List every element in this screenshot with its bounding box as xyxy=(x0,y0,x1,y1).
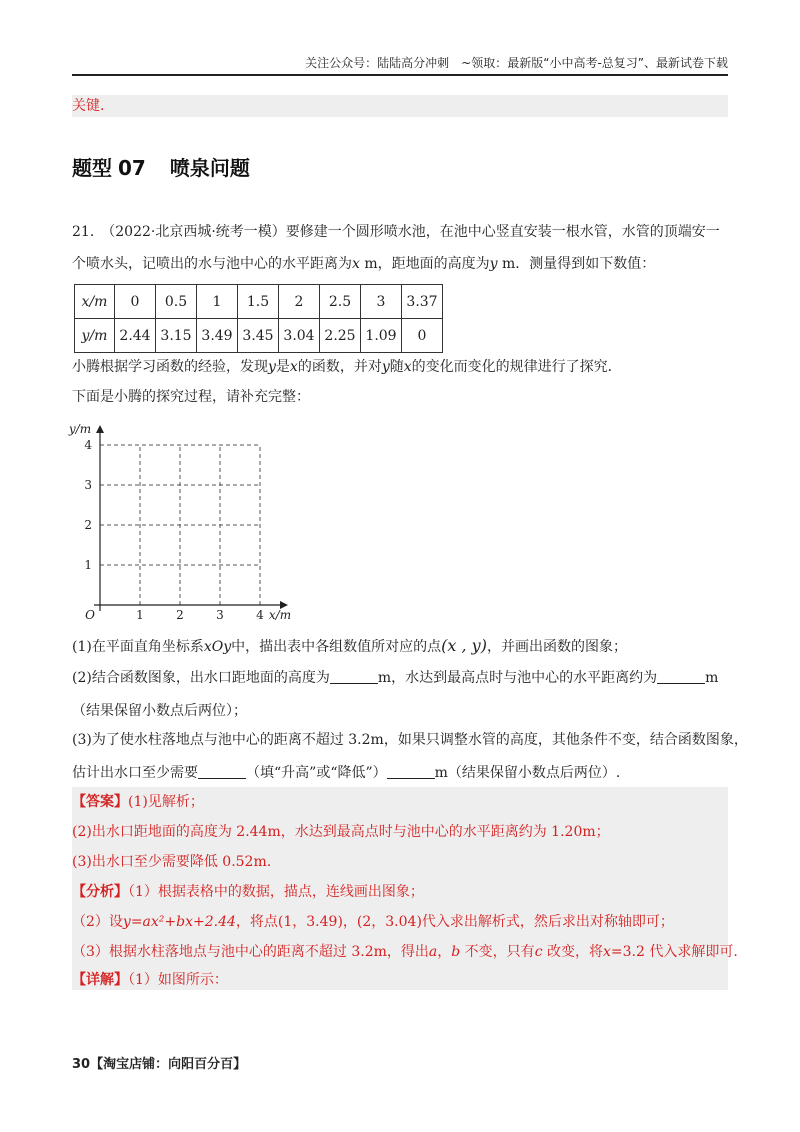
table-cell: 2.5 xyxy=(320,285,361,319)
problem-intro-line1: 21. （2022·北京西城·统考一模）要修建一个圆形喷水池，在池中心竖直安装一根水管，水管的顶端安一 xyxy=(72,224,720,240)
y-tick-label: 1 xyxy=(84,558,92,572)
section-title xyxy=(72,152,250,181)
table-cell: 0.5 xyxy=(156,285,197,319)
table-cell: 3.15 xyxy=(156,319,197,353)
table-cell: 3.04 xyxy=(279,319,320,353)
header-text: 关注公众号：陆陆高分冲刺 ~领取：最新版“小中高考-总复习”、最新试卷下载 xyxy=(305,56,728,70)
after-table-text: 小腾根据学习函数的经验，发现y是x的函数，并对y随x的变化而变化的规律进行了探究． xyxy=(72,359,622,375)
table-cell: 1 xyxy=(197,285,238,319)
row-label-y: y/m xyxy=(75,319,115,353)
y-tick-label: 3 xyxy=(84,478,92,492)
question-1: (1)在平面直角坐标系xOy中，描出表中各组数值所对应的点(x , y)，并画出函数的图象； xyxy=(72,636,627,655)
table-cell: 3.49 xyxy=(197,319,238,353)
x-tick-label: 3 xyxy=(216,608,224,622)
answer-line-1: 【答案】(1)见解析； xyxy=(72,794,204,810)
blank-grid-chart xyxy=(68,410,308,625)
analysis-line-1: 【分析】（1）根据表格中的数据，描点，连线画出图象； xyxy=(72,884,424,900)
section-number: 07 xyxy=(118,156,146,180)
question-2: (2)结合函数图象，出水口距地面的高度为 m，水达到最高点时与池中心的水平距离约为 m xyxy=(72,670,719,686)
table-cell: 0 xyxy=(402,319,443,353)
x-axis-label: x/m xyxy=(268,608,292,622)
explore-line: 下面是小腾的探究过程，请补充完整： xyxy=(72,389,310,405)
x-tick-label: 2 xyxy=(176,608,184,622)
x-tick-label: 4 xyxy=(256,608,264,622)
y-axis-arrow xyxy=(96,425,104,433)
answer-blank[interactable] xyxy=(198,764,246,779)
table-cell: 0 xyxy=(115,285,156,319)
table-cell: 3.37 xyxy=(402,285,443,319)
question-3-line2: 估计出水口至少需要 （填“升高”或“降低”） m（结果保留小数点后两位）. xyxy=(72,765,621,781)
table-cell: 3.45 xyxy=(238,319,279,353)
table-cell: 1.09 xyxy=(361,319,402,353)
top-note: 关键. xyxy=(72,98,105,114)
problem-intro-line2: 个喷水头，记喷出的水与池中心的水平距离为x m，距地面的高度为y m．测量得到如下数值： xyxy=(72,256,656,272)
data-table xyxy=(74,284,443,353)
grid-lines xyxy=(100,445,260,605)
section-name: 喷泉问题 xyxy=(169,156,250,180)
analysis-line-2: （2）设y=ax²+bx+2.44，将点(1，3.49)，(2，3.04)代入求出解析式，然后求出对称轴即可； xyxy=(72,914,674,930)
question-2-note: （结果保留小数点后两位）； xyxy=(72,703,247,719)
page-footer xyxy=(72,1053,246,1072)
shop-name: 【淘宝店铺：向阳百分百】 xyxy=(90,1057,247,1072)
analysis-line-3: （3）根据水柱落地点与池中心的距离不超过 3.2m，得出a，b 不变，只有c 改变，将x=3.2 代入求解即可. xyxy=(72,944,738,960)
y-axis-label: y/m xyxy=(68,422,92,436)
page-number: 30 xyxy=(72,1057,91,1072)
table-cell: 1.5 xyxy=(238,285,279,319)
x-tick-label: 1 xyxy=(136,608,144,622)
answer-line-3: (3)出水口至少需要降低 0.52m. xyxy=(72,854,272,870)
axes xyxy=(94,425,288,611)
section-label: 题型 xyxy=(72,156,112,180)
table-cell: 2.44 xyxy=(115,319,156,353)
y-tick-label: 4 xyxy=(84,438,92,452)
table-cell: 3 xyxy=(361,285,402,319)
table-row-x xyxy=(75,285,443,319)
answer-blank[interactable] xyxy=(657,669,705,684)
origin-label: O xyxy=(85,608,95,622)
answer-line-2: (2)出水口距地面的高度为 2.44m，水达到最高点时与池中心的水平距离约为 1.20m； xyxy=(72,824,610,840)
row-label-x: x/m xyxy=(75,285,115,319)
tick-labels xyxy=(68,422,291,622)
table-cell: 2 xyxy=(279,285,320,319)
detail-line-1: 【详解】（1）如图所示： xyxy=(72,972,228,988)
answer-blank[interactable] xyxy=(330,669,378,684)
table-row-y xyxy=(75,319,443,353)
y-tick-label: 2 xyxy=(84,518,92,532)
page-header xyxy=(72,54,728,76)
question-3-line1: (3)为了使水柱落地点与池中心的距离不超过 3.2m，如果只调整水管的高度，其他条件不变，结合函数图象， xyxy=(72,732,748,748)
table-cell: 2.25 xyxy=(320,319,361,353)
answer-blank[interactable] xyxy=(387,764,435,779)
